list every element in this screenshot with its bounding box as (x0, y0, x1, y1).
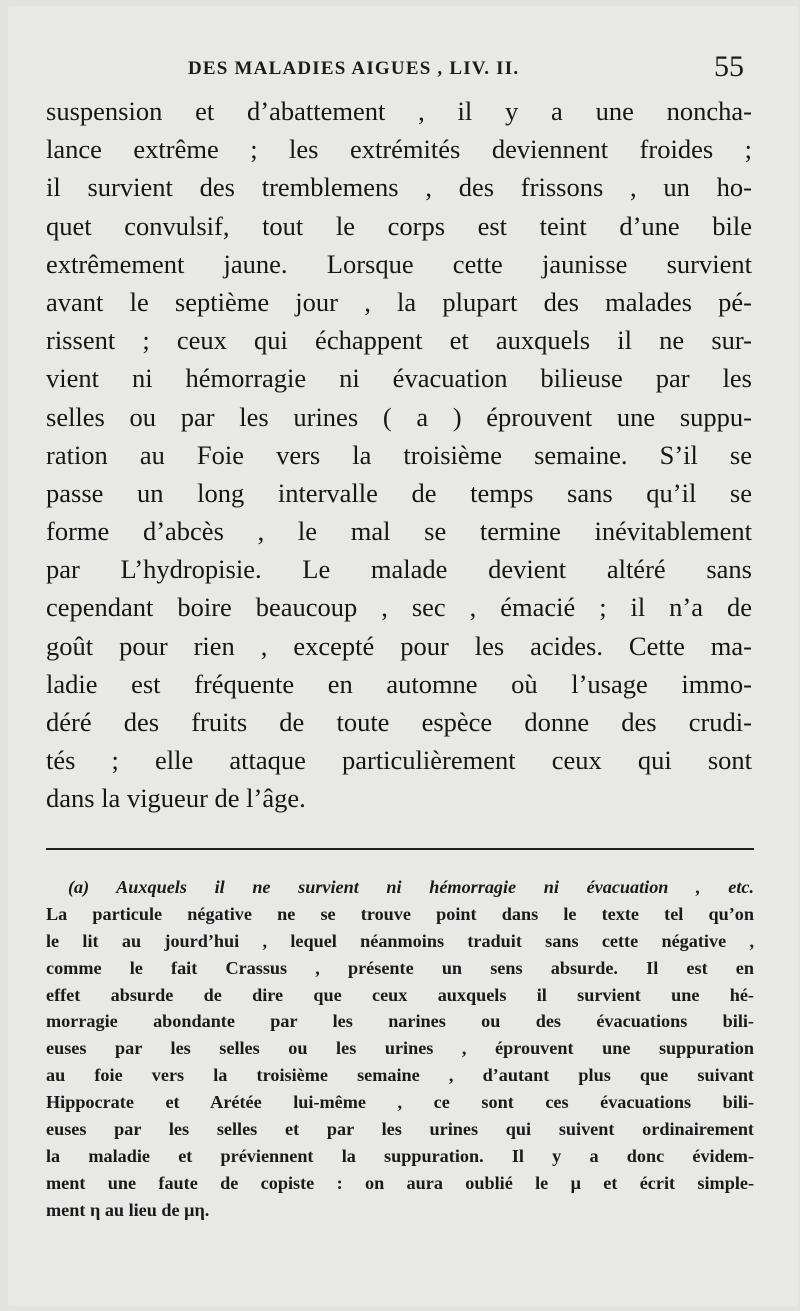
text-line: lance extrême ; les extrémités deviennent froides ; (46, 134, 752, 165)
footnote-rule (46, 848, 754, 850)
footnote-line: comme le fait Crassus , présente un sens absurde. Il est en (46, 957, 754, 978)
running-head: DES MALADIES AIGUES , LIV. II. (188, 58, 520, 79)
main-text (46, 92, 752, 818)
text-line: quet convulsif, tout le corps est teint d’une bile (46, 210, 752, 241)
footnote-line: ment η au lieu de μη. (46, 1199, 210, 1220)
text-line: cependant boire beaucoup , sec , émacié ; il n’a de (46, 592, 752, 623)
page-header (0, 52, 800, 92)
text-line: il survient des tremblemens , des frissons , un ho- (46, 172, 752, 203)
text-line: tés ; elle attaque particulièrement ceux qui sont (46, 745, 752, 776)
text-line: suspension et d’abattement , il y a une noncha- (46, 96, 752, 126)
text-line: forme d’abcès , le mal se termine inévitablement (46, 516, 752, 547)
text-line: selles ou par les urines ( a ) éprouvent une suppu- (46, 401, 752, 432)
text-line: dans la vigueur de l’âge. (46, 783, 306, 814)
text-line: extrêmement jaune. Lorsque cette jaunisse survient (46, 248, 752, 279)
footnote-line: au foie vers la troisième semaine , d’autant plus que suivant (46, 1065, 754, 1086)
text-line: déré des fruits de toute espèce donne des crudi- (46, 707, 752, 737)
text-line: goût pour rien , excepté pour les acides. Cette ma- (46, 630, 752, 661)
text-line: rissent ; ceux qui échappent et auxquels il ne sur- (46, 325, 752, 356)
footnote-line: effet absurde de dire que ceux auxquels il survient une hé- (46, 984, 754, 1005)
footnote (46, 874, 754, 1224)
footnote-line: ment une faute de copiste : on aura oublié le μ et écrit simple- (46, 1172, 754, 1193)
footnote-line: morragie abondante par les narines ou des évacuations bili- (46, 1011, 754, 1032)
footnote-line: euses par les selles ou les urines , éprouvent une suppuration (46, 1038, 754, 1059)
footnote-line: Hippocrate et Arétée lui-même , ce sont ces évacuations bili- (46, 1092, 754, 1113)
text-line: par L’hydropisie. Le malade devient altéré sans (46, 554, 752, 585)
text-line: passe un long intervalle de temps sans qu’il se (46, 477, 752, 508)
text-line: ladie est fréquente en automne où l’usage immo- (46, 668, 752, 699)
page-number: 55 (714, 50, 744, 83)
footnote-line: le lit au jourd’hui , lequel néanmoins traduit sans cette négative , (46, 930, 754, 951)
footnote-line: La particule négative ne se trouve point dans le texte tel qu’on (46, 903, 754, 924)
text-line: vient ni hémorragie ni évacuation bilieuse par les (46, 363, 752, 394)
text-line: ration au Foie vers la troisième semaine. S’il se (46, 439, 752, 470)
footnote-line: (a) Auxquels il ne survient ni hémorragie ni évacuation , etc. (68, 877, 754, 897)
text-line: avant le septième jour , la plupart des malades pé- (46, 286, 752, 317)
footnote-line: la maladie et préviennent la suppuration. Il y a donc évidem- (46, 1145, 754, 1166)
footnote-line: euses par les selles et par les urines qui suivent ordinairement (46, 1119, 754, 1140)
